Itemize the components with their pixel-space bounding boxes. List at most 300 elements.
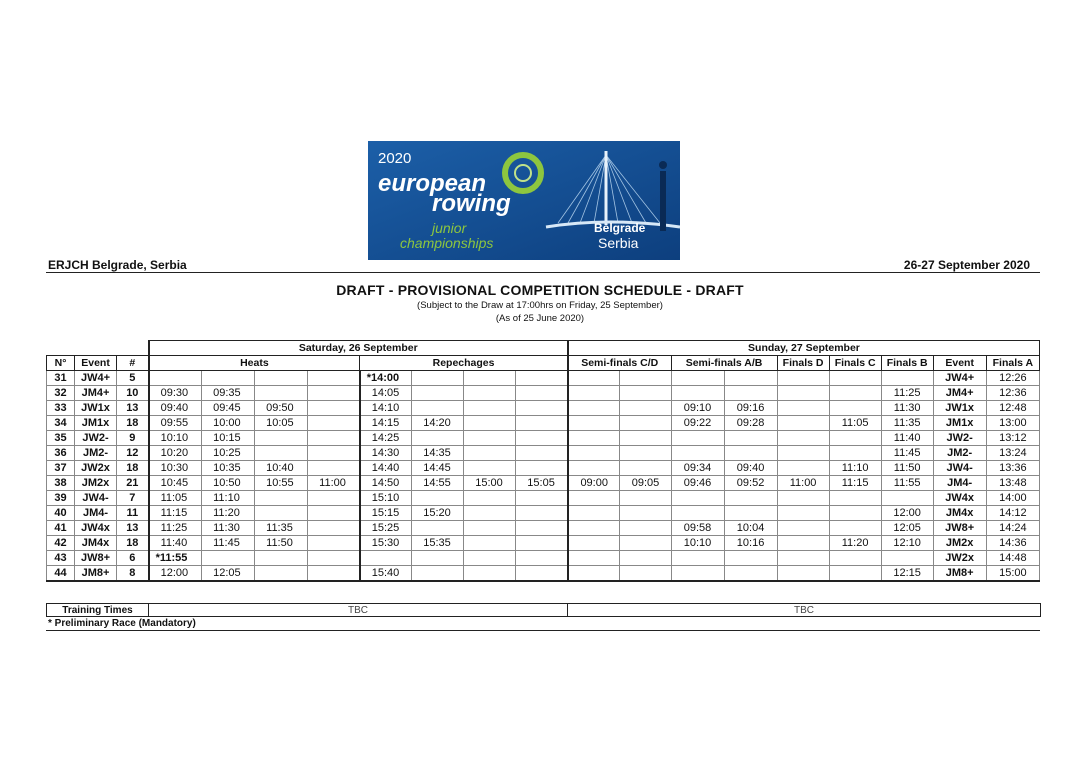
final-event: JW4+ bbox=[933, 371, 986, 386]
heat-time: 10:20 bbox=[149, 446, 202, 461]
footnote-preliminary: * Preliminary Race (Mandatory) bbox=[48, 618, 196, 629]
final-c-time bbox=[829, 506, 881, 521]
table-row bbox=[47, 536, 1040, 551]
heat-time: 11:25 bbox=[149, 521, 202, 536]
repechage-time: 15:15 bbox=[360, 506, 412, 521]
row-crews: 18 bbox=[117, 461, 149, 476]
repechage-time: 14:30 bbox=[360, 446, 412, 461]
heat-time: 09:40 bbox=[149, 401, 202, 416]
event-logo bbox=[368, 141, 680, 260]
final-c-time bbox=[829, 401, 881, 416]
repechage-time: 14:20 bbox=[412, 416, 464, 431]
training-times-table bbox=[46, 603, 1041, 617]
repechage-time: 15:30 bbox=[360, 536, 412, 551]
final-b-time: 12:00 bbox=[881, 506, 933, 521]
logo-word-rowing: rowing bbox=[432, 190, 511, 217]
table-row bbox=[47, 461, 1040, 476]
semi-cd-time bbox=[620, 566, 671, 582]
final-a-time: 14:00 bbox=[986, 491, 1039, 506]
repechage-time: 15:05 bbox=[516, 476, 568, 491]
header-location: ERJCH Belgrade, Serbia bbox=[48, 258, 187, 272]
semi-ab-time: 09:16 bbox=[724, 401, 777, 416]
row-event: JW4+ bbox=[75, 371, 117, 386]
semi-ab-time bbox=[724, 386, 777, 401]
final-d-time bbox=[777, 491, 829, 506]
repechage-time bbox=[464, 386, 516, 401]
repechage-time bbox=[464, 551, 516, 566]
semi-cd-time bbox=[620, 446, 671, 461]
final-event: JM1x bbox=[933, 416, 986, 431]
final-event: JW8+ bbox=[933, 521, 986, 536]
semi-ab-time bbox=[671, 446, 724, 461]
semi-ab-time bbox=[724, 431, 777, 446]
final-d-time bbox=[777, 371, 829, 386]
final-a-time: 14:24 bbox=[986, 521, 1039, 536]
table-row bbox=[47, 446, 1040, 461]
heat-time bbox=[202, 371, 255, 386]
header-blank bbox=[47, 341, 149, 356]
semi-ab-time: 09:22 bbox=[671, 416, 724, 431]
repechage-time bbox=[516, 461, 568, 476]
row-event: JW1x bbox=[75, 401, 117, 416]
repechage-time bbox=[516, 446, 568, 461]
heat-time bbox=[308, 551, 360, 566]
final-b-time bbox=[881, 371, 933, 386]
final-d-time: 11:00 bbox=[777, 476, 829, 491]
heat-time: 09:50 bbox=[255, 401, 308, 416]
semi-ab-time: 09:58 bbox=[671, 521, 724, 536]
row-event: JM4- bbox=[75, 506, 117, 521]
semi-cd-time bbox=[568, 416, 620, 431]
repechage-time bbox=[516, 506, 568, 521]
semi-cd-time bbox=[568, 551, 620, 566]
heat-time bbox=[255, 566, 308, 582]
semi-cd-time bbox=[620, 461, 671, 476]
heat-time: 12:00 bbox=[149, 566, 202, 582]
final-b-time: 11:40 bbox=[881, 431, 933, 446]
semi-cd-time bbox=[568, 461, 620, 476]
final-d-time bbox=[777, 506, 829, 521]
row-event: JM4+ bbox=[75, 386, 117, 401]
row-crews: 18 bbox=[117, 416, 149, 431]
header-divider bbox=[46, 272, 1040, 273]
final-event: JW4- bbox=[933, 461, 986, 476]
final-event: JM4x bbox=[933, 506, 986, 521]
repechage-time: 14:15 bbox=[360, 416, 412, 431]
heat-time bbox=[255, 386, 308, 401]
logo-year: 2020 bbox=[378, 150, 412, 167]
row-number: 39 bbox=[47, 491, 75, 506]
final-c-time bbox=[829, 491, 881, 506]
repechage-time bbox=[464, 506, 516, 521]
heat-time bbox=[149, 371, 202, 386]
repechage-time: 14:40 bbox=[360, 461, 412, 476]
repechage-time bbox=[516, 536, 568, 551]
semi-ab-time bbox=[671, 371, 724, 386]
row-number: 36 bbox=[47, 446, 75, 461]
semi-cd-time bbox=[620, 506, 671, 521]
heat-time: 09:55 bbox=[149, 416, 202, 431]
header-finals-d: Finals D bbox=[777, 356, 829, 371]
repechage-time bbox=[412, 431, 464, 446]
final-d-time bbox=[777, 566, 829, 582]
repechage-time bbox=[464, 401, 516, 416]
table-row bbox=[47, 491, 1040, 506]
final-c-time bbox=[829, 386, 881, 401]
repechage-time bbox=[516, 371, 568, 386]
final-c-time bbox=[829, 551, 881, 566]
row-event: JW8+ bbox=[75, 551, 117, 566]
table-row bbox=[47, 386, 1040, 401]
page-title: DRAFT - PROVISIONAL COMPETITION SCHEDULE - DRAFT bbox=[336, 282, 744, 298]
final-b-time bbox=[881, 551, 933, 566]
row-event: JM2x bbox=[75, 476, 117, 491]
heat-time bbox=[308, 401, 360, 416]
row-crews: 5 bbox=[117, 371, 149, 386]
header-dates: 26-27 September 2020 bbox=[903, 258, 1030, 272]
semi-cd-time bbox=[568, 371, 620, 386]
heat-time: 10:05 bbox=[255, 416, 308, 431]
table-row bbox=[47, 521, 1040, 536]
repechage-time: 14:25 bbox=[360, 431, 412, 446]
final-a-time: 13:00 bbox=[986, 416, 1039, 431]
row-crews: 12 bbox=[117, 446, 149, 461]
table-row bbox=[47, 416, 1040, 431]
heat-time bbox=[308, 536, 360, 551]
row-crews: 11 bbox=[117, 506, 149, 521]
semi-ab-time bbox=[724, 506, 777, 521]
semi-cd-time bbox=[568, 536, 620, 551]
heat-time: 12:05 bbox=[202, 566, 255, 582]
repechage-time bbox=[464, 371, 516, 386]
heat-time bbox=[308, 521, 360, 536]
repechage-time bbox=[412, 491, 464, 506]
row-crews: 8 bbox=[117, 566, 149, 582]
semi-cd-time bbox=[620, 551, 671, 566]
final-event: JM4+ bbox=[933, 386, 986, 401]
heat-time: 09:35 bbox=[202, 386, 255, 401]
heat-time: 10:40 bbox=[255, 461, 308, 476]
final-d-time bbox=[777, 461, 829, 476]
repechage-time: 15:35 bbox=[412, 536, 464, 551]
final-b-time: 12:10 bbox=[881, 536, 933, 551]
semi-ab-time bbox=[671, 506, 724, 521]
row-crews: 13 bbox=[117, 521, 149, 536]
heat-time: 10:30 bbox=[149, 461, 202, 476]
semi-ab-time bbox=[724, 491, 777, 506]
semi-ab-time: 09:52 bbox=[724, 476, 777, 491]
header-crews: # bbox=[117, 356, 149, 371]
heat-time: 10:35 bbox=[202, 461, 255, 476]
heat-time: 11:05 bbox=[149, 491, 202, 506]
repechage-time: 14:45 bbox=[412, 461, 464, 476]
final-a-time: 14:12 bbox=[986, 506, 1039, 521]
heat-time: 11:30 bbox=[202, 521, 255, 536]
logo-word-junior: junior bbox=[432, 220, 467, 236]
semi-ab-time bbox=[724, 551, 777, 566]
heat-time: 11:20 bbox=[202, 506, 255, 521]
final-c-time: 11:05 bbox=[829, 416, 881, 431]
page-subtitle-draw: (Subject to the Draw at 17:00hrs on Friday, 25 September) bbox=[417, 300, 663, 311]
repechage-time bbox=[516, 551, 568, 566]
row-event: JM4x bbox=[75, 536, 117, 551]
header-semis-cd: Semi-finals C/D bbox=[568, 356, 671, 371]
final-c-time: 11:15 bbox=[829, 476, 881, 491]
repechage-time bbox=[412, 401, 464, 416]
semi-cd-time bbox=[568, 566, 620, 582]
row-event: JM1x bbox=[75, 416, 117, 431]
repechage-time bbox=[464, 536, 516, 551]
final-event: JM2x bbox=[933, 536, 986, 551]
header-heats: Heats bbox=[149, 356, 360, 371]
semi-cd-time bbox=[620, 431, 671, 446]
semi-ab-time bbox=[671, 491, 724, 506]
table-row bbox=[47, 431, 1040, 446]
final-d-time bbox=[777, 446, 829, 461]
table-row bbox=[47, 476, 1040, 491]
row-number: 44 bbox=[47, 566, 75, 582]
page-subtitle-date: (As of 25 June 2020) bbox=[495, 313, 585, 324]
row-number: 37 bbox=[47, 461, 75, 476]
semi-ab-time: 09:40 bbox=[724, 461, 777, 476]
table-row bbox=[47, 506, 1040, 521]
final-b-time: 11:25 bbox=[881, 386, 933, 401]
final-b-time: 11:35 bbox=[881, 416, 933, 431]
semi-ab-time bbox=[724, 371, 777, 386]
repechage-time bbox=[516, 386, 568, 401]
heat-time: 09:30 bbox=[149, 386, 202, 401]
repechage-time bbox=[412, 521, 464, 536]
final-d-time bbox=[777, 521, 829, 536]
heat-time: 11:35 bbox=[255, 521, 308, 536]
semi-ab-time: 10:16 bbox=[724, 536, 777, 551]
final-a-time: 14:36 bbox=[986, 536, 1039, 551]
heat-time bbox=[202, 551, 255, 566]
schedule-table bbox=[46, 340, 1040, 582]
row-number: 35 bbox=[47, 431, 75, 446]
repechage-time bbox=[360, 551, 412, 566]
heat-time: *11:55 bbox=[149, 551, 202, 566]
final-b-time bbox=[881, 491, 933, 506]
final-a-time: 12:36 bbox=[986, 386, 1039, 401]
repechage-time bbox=[412, 371, 464, 386]
final-a-time: 13:48 bbox=[986, 476, 1039, 491]
logo-city: Belgrade bbox=[594, 221, 646, 235]
row-number: 41 bbox=[47, 521, 75, 536]
heat-time: 10:50 bbox=[202, 476, 255, 491]
heat-time bbox=[308, 431, 360, 446]
heat-time bbox=[308, 491, 360, 506]
row-event: JW2- bbox=[75, 431, 117, 446]
semi-cd-time bbox=[620, 491, 671, 506]
row-event: JW4- bbox=[75, 491, 117, 506]
final-a-time: 13:36 bbox=[986, 461, 1039, 476]
header-finals-b: Finals B bbox=[881, 356, 933, 371]
heat-time bbox=[255, 446, 308, 461]
heat-time bbox=[308, 446, 360, 461]
final-d-time bbox=[777, 401, 829, 416]
final-d-time bbox=[777, 386, 829, 401]
row-crews: 21 bbox=[117, 476, 149, 491]
table-row bbox=[47, 371, 1040, 386]
repechage-time bbox=[464, 446, 516, 461]
header-semis-ab: Semi-finals A/B bbox=[671, 356, 777, 371]
final-event: JM4- bbox=[933, 476, 986, 491]
semi-cd-time bbox=[620, 401, 671, 416]
final-b-time: 11:55 bbox=[881, 476, 933, 491]
final-c-time: 11:20 bbox=[829, 536, 881, 551]
repechage-time: *14:00 bbox=[360, 371, 412, 386]
semi-cd-time bbox=[620, 386, 671, 401]
heat-time: 11:00 bbox=[308, 476, 360, 491]
header-finals-c: Finals C bbox=[829, 356, 881, 371]
semi-cd-time bbox=[620, 536, 671, 551]
semi-cd-time bbox=[568, 386, 620, 401]
row-crews: 13 bbox=[117, 401, 149, 416]
row-event: JW2x bbox=[75, 461, 117, 476]
final-c-time: 11:10 bbox=[829, 461, 881, 476]
final-a-time: 13:24 bbox=[986, 446, 1039, 461]
repechage-time bbox=[412, 566, 464, 582]
repechage-time: 15:25 bbox=[360, 521, 412, 536]
heat-time: 09:45 bbox=[202, 401, 255, 416]
row-event: JM8+ bbox=[75, 566, 117, 582]
heat-time bbox=[308, 371, 360, 386]
repechage-time: 14:05 bbox=[360, 386, 412, 401]
table-header-days bbox=[47, 341, 1040, 356]
heat-time: 10:55 bbox=[255, 476, 308, 491]
training-times-saturday: TBC bbox=[149, 604, 568, 617]
semi-ab-time bbox=[671, 431, 724, 446]
table-row bbox=[47, 551, 1040, 566]
training-times-sunday: TBC bbox=[568, 604, 1041, 617]
final-d-time bbox=[777, 431, 829, 446]
repechage-time: 14:50 bbox=[360, 476, 412, 491]
repechage-time bbox=[516, 401, 568, 416]
heat-time bbox=[308, 506, 360, 521]
heat-time: 11:40 bbox=[149, 536, 202, 551]
final-d-time bbox=[777, 416, 829, 431]
semi-cd-time bbox=[568, 491, 620, 506]
repechage-time bbox=[412, 386, 464, 401]
row-number: 31 bbox=[47, 371, 75, 386]
header-day-saturday: Saturday, 26 September bbox=[149, 341, 568, 356]
row-number: 32 bbox=[47, 386, 75, 401]
footer-divider bbox=[46, 630, 1040, 631]
repechage-time bbox=[516, 491, 568, 506]
repechage-time bbox=[464, 416, 516, 431]
header-event-final: Event bbox=[933, 356, 986, 371]
repechage-time bbox=[464, 431, 516, 446]
semi-ab-time bbox=[671, 551, 724, 566]
final-c-time bbox=[829, 446, 881, 461]
header-finals-a: Finals A bbox=[986, 356, 1039, 371]
final-event: JW1x bbox=[933, 401, 986, 416]
semi-ab-time: 09:28 bbox=[724, 416, 777, 431]
heat-time bbox=[255, 431, 308, 446]
table-row bbox=[47, 566, 1040, 582]
heat-time: 10:15 bbox=[202, 431, 255, 446]
semi-cd-time bbox=[568, 521, 620, 536]
table-row bbox=[47, 401, 1040, 416]
final-event: JW2- bbox=[933, 431, 986, 446]
repechage-time: 14:35 bbox=[412, 446, 464, 461]
heat-time bbox=[308, 416, 360, 431]
heat-time: 10:00 bbox=[202, 416, 255, 431]
row-crews: 7 bbox=[117, 491, 149, 506]
final-a-time: 12:48 bbox=[986, 401, 1039, 416]
row-crews: 18 bbox=[117, 536, 149, 551]
row-crews: 10 bbox=[117, 386, 149, 401]
header-repechages: Repechages bbox=[360, 356, 568, 371]
header-event: Event bbox=[75, 356, 117, 371]
row-event: JM2- bbox=[75, 446, 117, 461]
final-event: JW2x bbox=[933, 551, 986, 566]
repechage-time bbox=[412, 551, 464, 566]
semi-ab-time: 10:10 bbox=[671, 536, 724, 551]
repechage-time: 15:00 bbox=[464, 476, 516, 491]
row-number: 33 bbox=[47, 401, 75, 416]
final-d-time bbox=[777, 551, 829, 566]
heat-time bbox=[308, 566, 360, 582]
semi-ab-time bbox=[724, 566, 777, 582]
semi-ab-time: 09:34 bbox=[671, 461, 724, 476]
semi-cd-time bbox=[568, 446, 620, 461]
training-times-label: Training Times bbox=[47, 604, 149, 617]
final-d-time bbox=[777, 536, 829, 551]
final-b-time: 11:30 bbox=[881, 401, 933, 416]
semi-cd-time bbox=[568, 506, 620, 521]
repechage-time bbox=[464, 491, 516, 506]
heat-time: 10:45 bbox=[149, 476, 202, 491]
semi-cd-time bbox=[568, 431, 620, 446]
final-a-time: 12:26 bbox=[986, 371, 1039, 386]
heat-time bbox=[255, 506, 308, 521]
semi-cd-time bbox=[620, 371, 671, 386]
row-event: JW4x bbox=[75, 521, 117, 536]
final-event: JM2- bbox=[933, 446, 986, 461]
heat-time: 11:50 bbox=[255, 536, 308, 551]
semi-ab-time bbox=[671, 566, 724, 582]
logo-word-championships: championships bbox=[400, 235, 494, 251]
repechage-time: 15:10 bbox=[360, 491, 412, 506]
row-number: 42 bbox=[47, 536, 75, 551]
repechage-time: 14:55 bbox=[412, 476, 464, 491]
row-number: 40 bbox=[47, 506, 75, 521]
semi-cd-time bbox=[620, 521, 671, 536]
final-a-time: 15:00 bbox=[986, 566, 1039, 582]
logo-country: Serbia bbox=[598, 235, 639, 251]
repechage-time: 14:10 bbox=[360, 401, 412, 416]
row-number: 34 bbox=[47, 416, 75, 431]
semi-cd-time: 09:05 bbox=[620, 476, 671, 491]
repechage-time bbox=[464, 566, 516, 582]
semi-ab-time: 09:10 bbox=[671, 401, 724, 416]
heat-time bbox=[308, 461, 360, 476]
final-event: JM8+ bbox=[933, 566, 986, 582]
semi-ab-time: 09:46 bbox=[671, 476, 724, 491]
heat-time: 11:10 bbox=[202, 491, 255, 506]
header-day-sunday: Sunday, 27 September bbox=[568, 341, 1040, 356]
semi-cd-time bbox=[620, 416, 671, 431]
logo-word-european: european bbox=[378, 170, 487, 197]
repechage-time bbox=[464, 461, 516, 476]
repechage-time: 15:40 bbox=[360, 566, 412, 582]
table-header-columns bbox=[47, 356, 1040, 371]
final-a-time: 14:48 bbox=[986, 551, 1039, 566]
final-c-time bbox=[829, 566, 881, 582]
final-event: JW4x bbox=[933, 491, 986, 506]
